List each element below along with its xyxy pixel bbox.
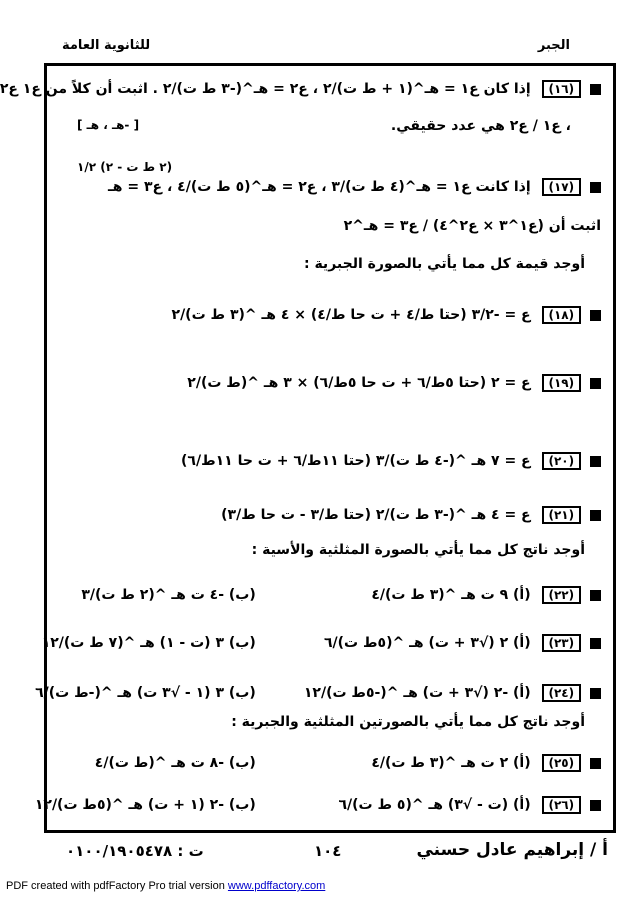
problem-23 <box>41 634 601 652</box>
problem-number: (١٩) <box>542 374 582 392</box>
bullet-square-icon <box>590 378 601 389</box>
problem-22 <box>57 586 601 604</box>
problem-20 <box>57 452 601 470</box>
bullet-square-icon <box>590 688 601 699</box>
header-right: الجبر <box>537 38 570 53</box>
problem-text: إذا كان ع١ = هـ^(١ + ط ت)/٢ ، ع٢ = هـ^(-٣ ط ت)/٢ . اثبت أن كلاً من ع١ ع٢ <box>0 81 531 97</box>
bullet-square-icon <box>590 758 601 769</box>
problem-21 <box>57 506 601 524</box>
problem-text: إذا كانت ع١ = هـ^(٤ ط ت)/٣ ، ع٢ = هـ^(٥ ط ت)/٤ ، ع٣ = هـ <box>107 179 531 195</box>
header-left: للثانوية العامة <box>62 38 151 53</box>
bullet-square-icon <box>590 456 601 467</box>
problem-number: (٢٥) <box>542 754 582 772</box>
bullet-square-icon <box>590 590 601 601</box>
answer-aside: [ -هـ ، هـ ] <box>77 118 140 132</box>
bullet-square-icon <box>590 310 601 321</box>
part-b: (ب) ٣ (ت - ١) هـ ^(٧ ط ت)/١٢ <box>41 635 256 651</box>
part-a: (أ) -٢ (√٣ + ت) هـ ^(-٥ط ت)/١٢ <box>303 685 531 701</box>
part-b: (ب) -٨ ت هـ ^(ط ت)/٤ <box>94 755 256 771</box>
bullet-square-icon <box>590 638 601 649</box>
bullet-square-icon <box>590 182 601 193</box>
problem-text: ، ع١ / ع٢ هي عدد حقيقي. <box>390 118 571 134</box>
problem-number: (٢٠) <box>542 452 582 470</box>
phone-number: ت : ٠١٠٠/١٩٠٥٤٧٨ <box>66 842 204 860</box>
part-a: (أ) ٢ (√٣ + ت) هـ ^(٥ط ت)/٦ <box>324 635 531 651</box>
problem-number: (٢٤) <box>542 684 582 702</box>
problem-17 <box>57 178 601 196</box>
part-b: (ب) ٣ (١ - √٣ ت) هـ ^(-ط ت)/٦ <box>35 685 256 701</box>
expression: ع = ٢ (حتا ٥ط/٦ + ت حا ٥ط/٦) × ٣ هـ ^(ط ت)/٢ <box>187 375 531 391</box>
problem-18 <box>57 306 601 324</box>
problem-19 <box>57 374 601 392</box>
section-heading: أوجد ناتج كل مما يأتي بالصورتين المثلثية والجبرية : <box>231 714 585 730</box>
problem-number: (٢٢) <box>542 586 582 604</box>
bullet-square-icon <box>590 800 601 811</box>
answer-aside: (٢ ط ت - ٢) ١/٢ <box>77 160 173 174</box>
problem-number: (١٨) <box>542 306 582 324</box>
problem-number: (٢٣) <box>542 634 582 652</box>
problem-26 <box>34 796 601 814</box>
bullet-square-icon <box>590 84 601 95</box>
page-number: ١٠٤ <box>314 842 342 860</box>
problem-number: (١٧) <box>542 178 582 196</box>
section-heading: أوجد ناتج كل مما يأتي بالصورة المثلثية والأسية : <box>251 542 585 558</box>
section-heading: أوجد قيمة كل مما يأتي بالصورة الجبرية : <box>303 256 585 272</box>
expression: ع = ٧ هـ ^(-٤ ط ت)/٣ (حتا ١١ط/٦ + ت حا ١١ط/٦) <box>181 453 531 469</box>
part-a: (أ) ٩ ت هـ ^(٣ ط ت)/٤ <box>371 587 531 603</box>
part-b: (ب) -٢ (١ + ت) هـ ^(٥ط ت)/١٢ <box>34 797 256 813</box>
problem-25 <box>57 754 601 772</box>
part-a: (أ) (ت - √٣) هـ ^(٥ ط ت)/٦ <box>338 797 531 813</box>
expression: ع = -٣/٢ (حتا ط/٤ + ت حا ط/٤) × ٤ هـ ^(٣ ط ت)/٢ <box>171 307 531 323</box>
problem-24 <box>35 684 601 702</box>
page-footer <box>44 838 616 864</box>
problem-16 <box>0 80 601 98</box>
expression: ع = ٤ هـ ^(-٣ ط ت)/٢ (حتا ط/٣ - ت حا ط/٣) <box>221 507 531 523</box>
part-a: (أ) ٢ ت هـ ^(٣ ط ت)/٤ <box>371 755 531 771</box>
problem-16-line2 <box>57 118 601 134</box>
problem-17-line2 <box>57 218 601 234</box>
problem-number: (٢١) <box>542 506 582 524</box>
pdf-watermark <box>6 880 325 892</box>
content-frame <box>0 63 616 833</box>
author-name: أ / إبراهيم عادل حسني <box>416 840 608 860</box>
bullet-square-icon <box>590 510 601 521</box>
problem-text: اثبت أن (ع١^٣ × ع٢^٤) / ع٣ = هـ^٢ <box>343 218 601 234</box>
problem-number: (١٦) <box>542 80 582 98</box>
problem-number: (٢٦) <box>542 796 582 814</box>
pdf-note-text: PDF created with pdfFactory Pro trial version <box>6 880 228 892</box>
part-b: (ب) -٤ ت هـ ^(٢ ط ت)/٣ <box>81 587 256 603</box>
pdf-link[interactable]: www.pdffactory.com <box>227 880 326 892</box>
